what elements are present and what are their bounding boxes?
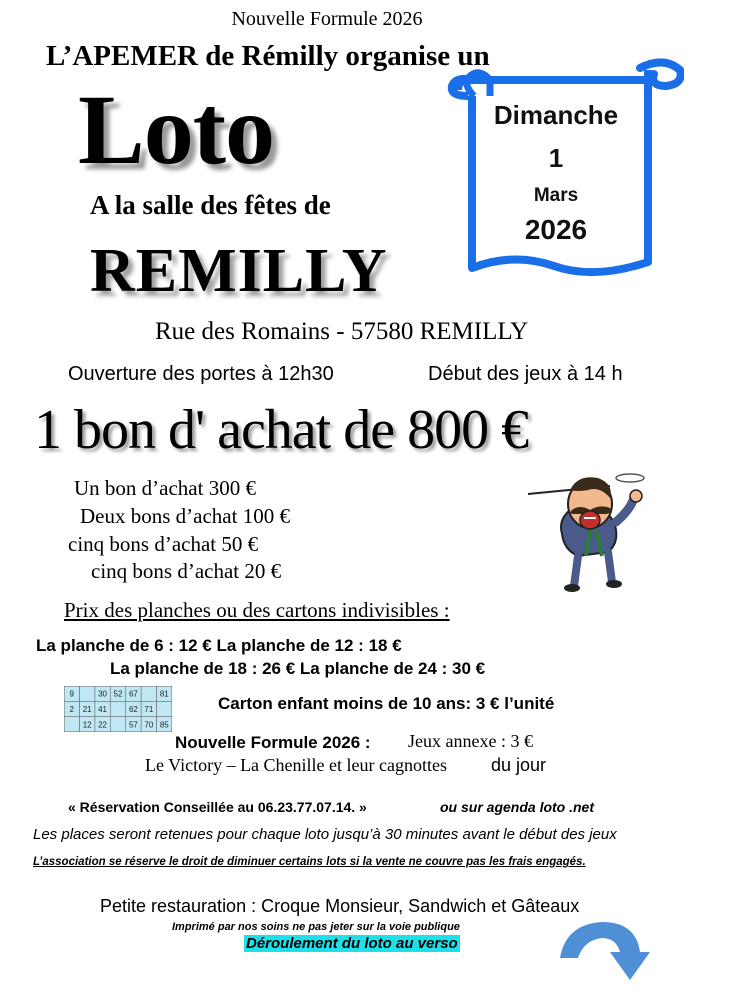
parchment-scroll-icon: [444, 56, 684, 296]
town-title: REMILLY: [90, 237, 388, 305]
bingo-number: 85: [159, 720, 169, 730]
games-start-time: Début des jeux à 14 h: [428, 363, 623, 385]
bingo-number: 71: [144, 705, 154, 714]
date-day-name: Dimanche: [493, 100, 619, 130]
date-year: 2026: [524, 214, 588, 245]
reservation-website: ou sur agenda loto .net: [440, 799, 595, 815]
event-title: Loto: [78, 74, 274, 185]
side-games: Le Victory – La Chenille et leur cagnottes: [145, 755, 447, 775]
cheering-man-illustration: [518, 464, 658, 594]
date-day: 1: [548, 143, 564, 173]
prize-item: Deux bons d’achat 100 €: [80, 504, 290, 528]
bingo-number: 22: [98, 720, 108, 730]
new-formula-label: Nouvelle Formule 2026 :: [175, 733, 371, 752]
pricing-line: La planche de 6 : 12 € La planche de 12 : 18 €: [36, 636, 402, 655]
prize-item: cinq bons d’achat 50 €: [68, 532, 259, 556]
child-card-price: Carton enfant moins de 10 ans: 3 € l’unité: [218, 694, 555, 713]
verso-note: Déroulement du loto au verso: [246, 935, 458, 952]
bingo-number: 12: [82, 720, 92, 730]
main-prize: 1 bon d' achat de 800 €: [34, 399, 529, 461]
bingo-number: 62: [128, 705, 138, 714]
reservation-phone: « Réservation Conseillée au 06.23.77.07.14. »: [68, 799, 367, 815]
print-note: Imprimé par nos soins ne pas jeter sur la voie publique: [172, 921, 460, 933]
venue-line: A la salle des fêtes de: [90, 190, 331, 220]
bingo-number: 70: [144, 720, 154, 730]
bingo-number: 30: [98, 689, 108, 699]
organizer-line: L’APEMER de Rémilly organise un: [46, 40, 490, 72]
header-formula-note: Nouvelle Formule 2026: [231, 8, 423, 30]
side-games-suffix: du jour: [491, 755, 547, 775]
address: Rue des Romains - 57580 REMILLY: [155, 318, 529, 345]
doors-open-time: Ouverture des portes à 12h30: [68, 363, 334, 385]
bingo-number: 67: [128, 689, 138, 699]
date-month: Mars: [533, 185, 579, 206]
bingo-number: 2: [69, 705, 74, 714]
bingo-number: 81: [159, 689, 169, 699]
food-offer: Petite restauration : Croque Monsieur, Sandwich et Gâteaux: [100, 896, 580, 916]
curved-arrow-icon: [556, 918, 652, 990]
bingo-number: 21: [82, 705, 92, 714]
disclaimer: L’association se réserve le droit de diminuer certains lots si la vente ne couvre pas les frais engagés.: [33, 856, 586, 868]
bingo-number: 57: [128, 720, 138, 730]
bingo-number: 9: [69, 689, 74, 699]
bingo-card-illustration: [64, 686, 172, 732]
places-note: Les places seront retenues pour chaque loto jusqu’à 30 minutes avant le début des jeux: [33, 826, 617, 843]
prize-item: Un bon d’achat 300 €: [74, 476, 256, 500]
new-formula-detail: Jeux annexe : 3 €: [408, 731, 533, 751]
bingo-number: 52: [113, 689, 123, 699]
pricing-line: La planche de 18 : 26 € La planche de 24 : 30 €: [110, 659, 486, 678]
prize-item: cinq bons d’achat 20 €: [91, 559, 282, 583]
bingo-number: 41: [98, 705, 108, 714]
pricing-heading: Prix des planches ou des cartons indivisibles :: [64, 598, 450, 622]
